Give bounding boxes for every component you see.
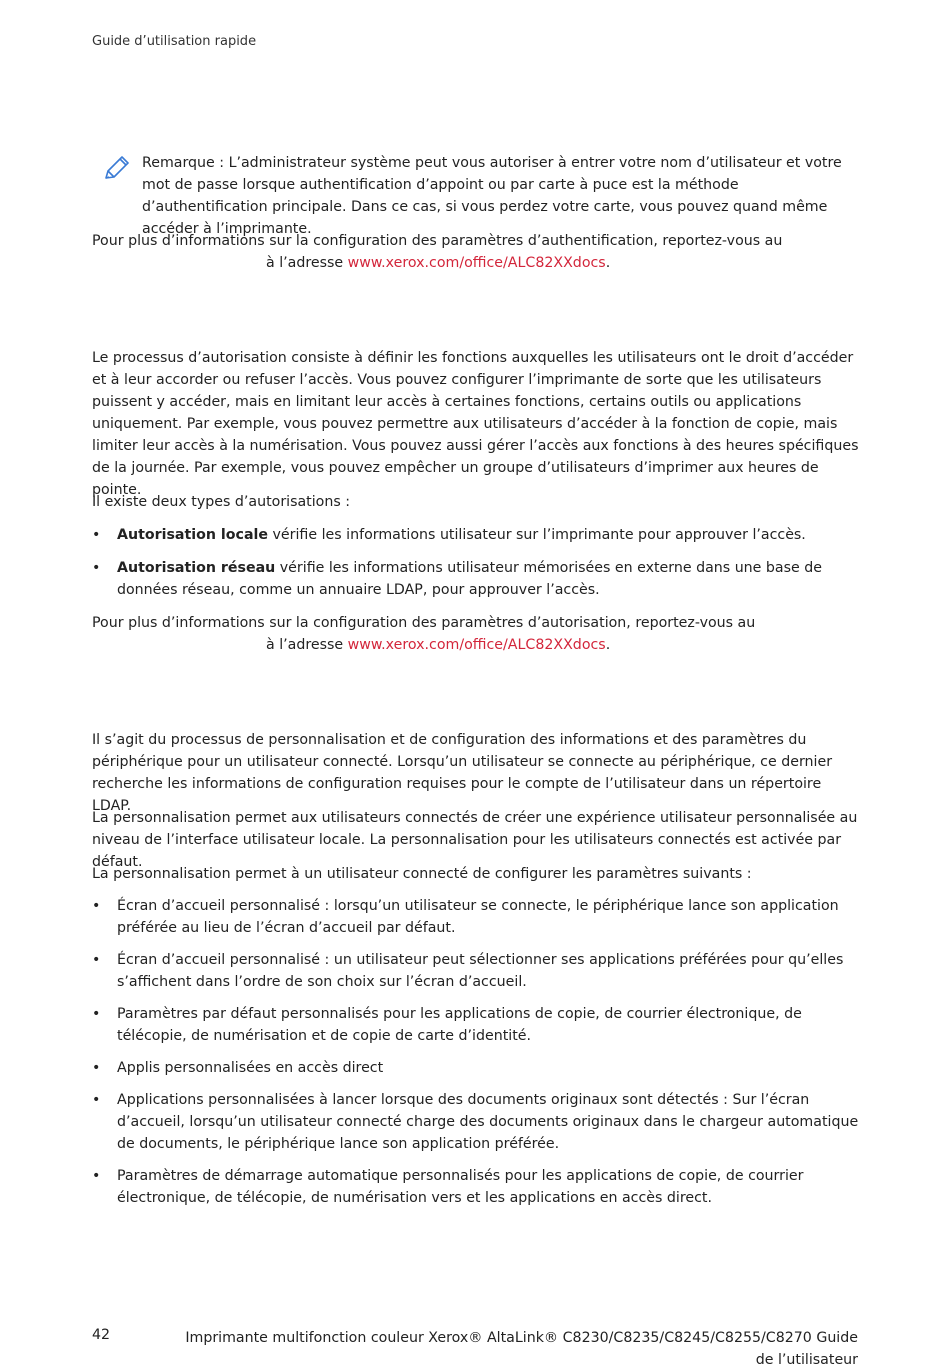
auth-ref-line: Pour plus d’informations sur la configuration des paramètres d’authentification, reportez-vous au (92, 233, 783, 249)
list-item (92, 557, 862, 601)
list-item: • Paramètres par défaut personnalisés pour les applications de copie, de courrier électronique, de télécopie, de numérisation et de copie de carte d’identité. (92, 1003, 862, 1047)
list-item: • Applis personnalisées en accès direct (92, 1057, 862, 1079)
personalization-paragraph-1: Il s’agit du processus de personnalisation et de configuration des informations et des paramètres du périphérique pour un utilisateur connecté. Lorsqu’un utilisateur se connecte au périphérique, ce dernier recherche les informations de configuration requises pour le compte de l’utilisateur dans un répertoire LDAP. (92, 732, 833, 814)
authorization-types-intro: Il existe deux types d’autorisations : (92, 494, 351, 510)
authz-ref-prefix: à l’adresse (266, 637, 348, 653)
list-item: • Écran d’accueil personnalisé : un utilisateur peut sélectionner ses applications préférées pour qu’elles s’affichent dans l’ordre de son choix sur l’écran d’accueil. (92, 949, 862, 993)
authorization-reference (92, 612, 862, 656)
footer-title: Imprimante multifonction couleur Xerox® AltaLink® C8230/C8235/C8245/C8255/C8270 Guide de l’utilisateur (185, 1330, 858, 1368)
term-desc: vérifie les informations utilisateur sur l’imprimante pour approuver l’accès. (268, 527, 806, 543)
note-text: Remarque : L’administrateur système peut vous autoriser à entrer votre nom d’utilisateur et votre mot de passe lorsque authentification d’appoint ou par carte à puce est la méthode d’authentification principale. Dans ce cas, si vous perdez votre carte, vous pouvez quand même accéder à l’imprimante. (142, 155, 842, 237)
personalization-list (92, 895, 862, 1209)
authz-ref-link[interactable]: www.xerox.com/office/ALC82XXdocs (347, 637, 606, 653)
authorization-intro: Le processus d’autorisation consiste à définir les fonctions auxquelles les utilisateurs ont le droit d’accéder et à leur accorder ou refuser l’accès. Vous pouvez configurer l’imprimante de sorte que les utilisateurs puissent y accéder, mais en limitant leur accès à certaines fonctions, certains outils ou applications uniquement. Par exemple, vous pouvez permettre aux utilisateurs d’accéder à la fonction de copie, mais limiter leur accès à la numérisation. Vous pouvez aussi gérer l’accès aux fonctions à des heures spécifiques de la journée. Par exemple, vous pouvez empêcher un groupe d’utilisateurs d’imprimer aux heures de pointe. (92, 350, 859, 498)
auth-ref-suffix: . (605, 255, 611, 271)
authentication-reference (92, 230, 862, 274)
authorization-types-list (92, 524, 862, 601)
running-header: Guide d’utilisation rapide (92, 34, 257, 49)
personalization-paragraph-3: La personnalisation permet à un utilisateur connecté de configurer les paramètres suivants : (92, 866, 752, 882)
page-number: 42 (92, 1327, 111, 1343)
auth-ref-link[interactable]: www.xerox.com/office/ALC82XXdocs (347, 255, 606, 271)
authz-ref-suffix: . (605, 637, 611, 653)
auth-ref-prefix: à l’adresse (266, 255, 348, 271)
term: Autorisation locale (117, 527, 268, 543)
pencil-icon (103, 154, 131, 182)
authz-ref-line: Pour plus d’informations sur la configuration des paramètres d’autorisation, reportez-vous au (92, 615, 756, 631)
term: Autorisation réseau (117, 560, 276, 576)
list-item (92, 524, 862, 546)
personalization-paragraph-2: La personnalisation permet aux utilisateurs connectés de créer une expérience utilisateur personnalisée au niveau de l’interface utilisateur locale. La personnalisation pour les utilisateurs connectés est activée par défaut. (92, 810, 858, 870)
list-item: • Applications personnalisées à lancer lorsque des documents originaux sont détectés : Sur l’écran d’accueil, lorsqu’un utilisateur connecté charge des documents originaux dans le chargeur automatique de documents, le périphérique lance son application préférée. (92, 1089, 862, 1155)
term-desc: vérifie les informations utilisateur mémorisées en externe dans une base de données réseau, comme un annuaire LDAP, pour approuver l’accès. (117, 560, 822, 598)
list-item: • Paramètres de démarrage automatique personnalisés pour les applications de copie, de courrier électronique, de télécopie, de numérisation vers et les applications en accès direct. (92, 1165, 862, 1209)
list-item: • Écran d’accueil personnalisé : lorsqu’un utilisateur se connecte, le périphérique lance son application préférée au lieu de l’écran d’accueil par défaut. (92, 895, 862, 939)
